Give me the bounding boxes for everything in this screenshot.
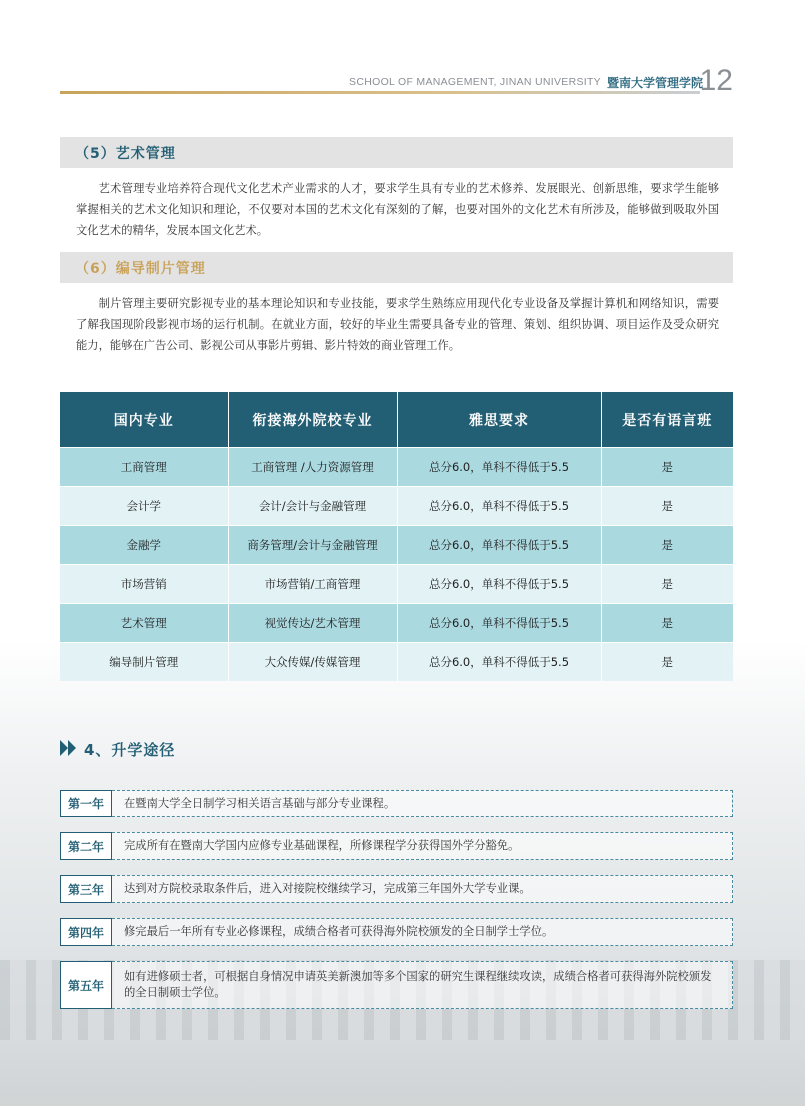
step-description: 达到对方院校录取条件后，进入对接院校继续学习，完成第三年国外大学专业课。	[112, 875, 733, 903]
section-title: （5）艺术管理	[75, 146, 176, 162]
header-divider	[60, 91, 700, 94]
step-description: 如有进修硕士者，可根据自身情况申请英美新澳加等多个国家的研究生课程继续攻读，成绩合格者可获得海外院校颁发的全日制硕士学位。	[112, 961, 733, 1009]
table-row	[60, 487, 733, 526]
majors-table	[60, 392, 733, 681]
table-cell: 是	[601, 643, 733, 682]
table-cell: 是	[601, 448, 733, 487]
table-cell: 金融学	[60, 526, 228, 565]
table-cell: 编导制片管理	[60, 643, 228, 682]
step-description: 在暨南大学全日制学习相关语言基础与部分专业课程。	[112, 790, 733, 817]
bottom-strip	[0, 1096, 805, 1106]
pathway-step-year-5	[60, 961, 733, 1009]
table-cell: 商务管理/会计与金融管理	[228, 526, 397, 565]
table-row	[60, 565, 733, 604]
table-cell: 总分6.0，单科不得低于5.5	[397, 643, 601, 682]
table-row	[60, 643, 733, 682]
section-title: （6）编导制片管理	[75, 261, 206, 277]
section-header-film-production	[60, 252, 733, 283]
table-cell: 艺术管理	[60, 604, 228, 643]
column-header-domestic-major: 国内专业	[60, 392, 228, 448]
table-cell: 是	[601, 526, 733, 565]
table-cell: 总分6.0，单科不得低于5.5	[397, 526, 601, 565]
step-year-label: 第三年	[60, 875, 112, 903]
table-row	[60, 448, 733, 487]
step-year-label: 第四年	[60, 918, 112, 946]
section-paragraph-art-management: 艺术管理专业培养符合现代文化艺术产业需求的人才，要求学生具有专业的艺术修养、发展眼光、创新思维，要求学生能够掌握相关的艺术文化知识和理论，不仅要对本国的艺术文化有深刻的了解，也要对国外的文化艺术有所涉及，能够做到吸取外国文化艺术的精华，发展本国文化艺术。	[76, 182, 719, 237]
table-row	[60, 526, 733, 565]
table-cell: 总分6.0，单科不得低于5.5	[397, 448, 601, 487]
table-cell: 市场营销/工商管理	[228, 565, 397, 604]
table-cell: 会计/会计与金融管理	[228, 487, 397, 526]
section-paragraph-film-production: 制片管理主要研究影视专业的基本理论知识和专业技能，要求学生熟练应用现代化专业设备及掌握计算机和网络知识，需要了解我国现阶段影视市场的运行机制。在就业方面，较好的毕业生需要具备专业的管理、策划、组织协调、项目运作及受众研究能力，能够在广告公司、影视公司从事影片剪辑、影片特效的商业管理工作。	[76, 297, 719, 352]
table-cell: 总分6.0，单科不得低于5.5	[397, 604, 601, 643]
table-cell: 总分6.0，单科不得低于5.5	[397, 565, 601, 604]
pathway-step-year-2	[60, 832, 733, 860]
pathway-step-year-4	[60, 918, 733, 946]
school-name-english: SCHOOL OF MANAGEMENT, JINAN UNIVERSITY	[349, 76, 601, 88]
page-header	[0, 64, 805, 100]
step-year-label: 第二年	[60, 832, 112, 860]
table-cell: 工商管理	[60, 448, 228, 487]
column-header-overseas-major: 衔接海外院校专业	[228, 392, 397, 448]
table-cell: 是	[601, 604, 733, 643]
table-cell: 总分6.0，单科不得低于5.5	[397, 487, 601, 526]
table-cell: 视觉传达/艺术管理	[228, 604, 397, 643]
pathway-title: 4、升学途径	[84, 741, 176, 759]
table-cell: 市场营销	[60, 565, 228, 604]
table-row	[60, 604, 733, 643]
pathway-step-year-1	[60, 790, 733, 817]
table-cell: 大众传媒/传媒管理	[228, 643, 397, 682]
table-cell: 是	[601, 565, 733, 604]
step-year-label: 第一年	[60, 790, 112, 817]
step-description: 修完最后一年所有专业必修课程，成绩合格者可获得海外院校颁发的全日制学士学位。	[112, 918, 733, 946]
column-header-language-class: 是否有语言班	[601, 392, 733, 448]
step-year-label: 第五年	[60, 961, 112, 1009]
table-header-row	[60, 392, 733, 448]
table-cell: 工商管理 /人力资源管理	[228, 448, 397, 487]
section-header-art-management	[60, 137, 733, 168]
school-name-chinese: 暨南大学管理学院	[606, 76, 703, 90]
pathway-step-year-3	[60, 875, 733, 903]
step-description: 完成所有在暨南大学国内应修专业基础课程，所修课程学分获得国外学分豁免。	[112, 832, 733, 860]
table-cell: 会计学	[60, 487, 228, 526]
column-header-ielts: 雅思要求	[397, 392, 601, 448]
table-cell: 是	[601, 487, 733, 526]
page-number: 12	[699, 64, 733, 97]
double-chevron-right-icon	[60, 740, 78, 760]
